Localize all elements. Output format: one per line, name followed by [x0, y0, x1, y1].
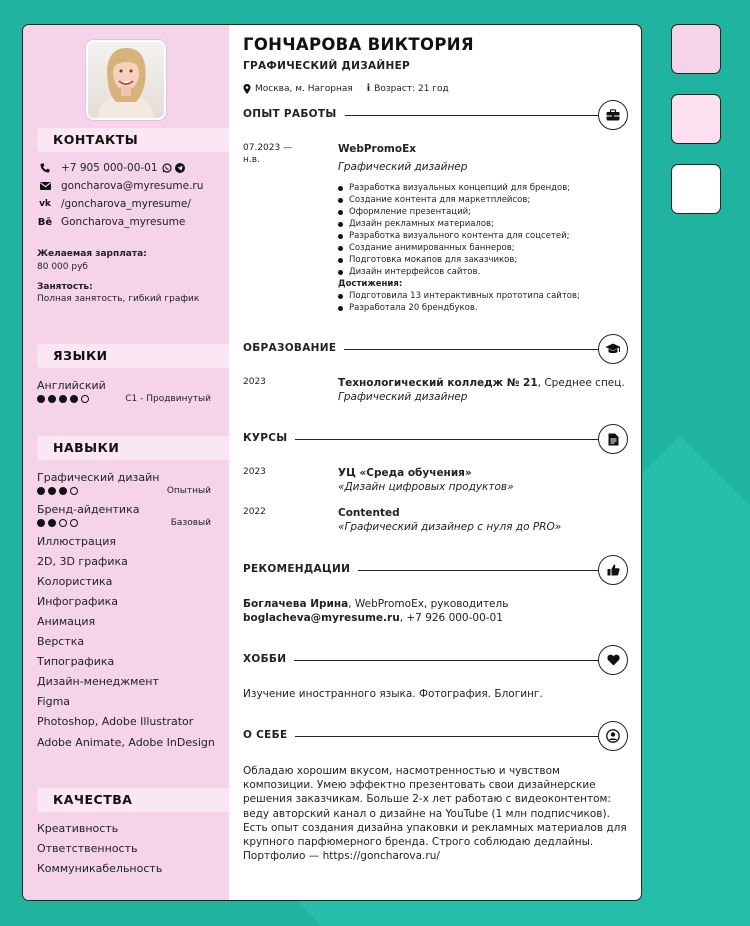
resume-sheet: [22, 24, 642, 901]
level-dot: [37, 487, 45, 495]
skill-item: Колористика: [37, 575, 113, 588]
level-dot: [81, 395, 89, 403]
level-dot: [70, 395, 78, 403]
recommender-phone: , +7 926 000-00-01: [399, 612, 503, 624]
language-name: Английский: [37, 379, 106, 392]
duty-item: Оформление презентаций;: [338, 207, 471, 217]
phone-icon: [37, 163, 53, 173]
email-row: [37, 178, 203, 194]
salary-label: Желаемая зарплата:: [37, 249, 147, 259]
course-2-name: «Графический дизайнер с нуля до PRO»: [338, 521, 562, 533]
thumbs-up-icon: [598, 555, 628, 585]
phone-row: [37, 160, 185, 176]
exp-company: WebPromoEx: [338, 143, 417, 155]
edu-school: Технологический колледж № 21: [338, 377, 538, 389]
recommender-info: , WebPromoEx, руководитель: [348, 598, 509, 610]
skill-item: Photoshop, Adobe Illustrator: [37, 715, 194, 728]
main-content: [243, 25, 629, 900]
color-swatch-pink[interactable]: [671, 24, 721, 74]
level-dot: [59, 395, 67, 403]
skill-item: Дизайн-менеджмент: [37, 675, 159, 688]
skill-item: Adobe Animate, Adobe InDesign: [37, 736, 215, 749]
language-level-text: C1 - Продвинутый: [125, 394, 211, 404]
level-dot: [48, 487, 56, 495]
recommender-email[interactable]: boglacheva@myresume.ru: [243, 612, 400, 624]
contacts-heading: КОНТАКТЫ: [37, 128, 229, 152]
education-heading: ОБРАЗОВАНИЕ: [243, 342, 344, 354]
skill-2-level-dots: [37, 518, 78, 530]
duty-item: Разработка визуального контента для соцсетей;: [338, 231, 570, 241]
level-dot: [70, 519, 78, 527]
duty-item: Дизайн интерфейсов сайтов.: [338, 267, 480, 277]
hobby-text: Изучение иностранного языка. Фотография. Блогинг.: [243, 688, 543, 700]
edu-level: , Среднее спец.: [537, 377, 625, 389]
full-name: ГОНЧАРОВА ВИКТОРИЯ: [243, 35, 474, 54]
phone-text[interactable]: +7 905 000-00-01: [61, 162, 158, 174]
achievement-item: Разработала 20 брендбуков.: [338, 303, 478, 313]
duty-item: Подготовка мокапов для заказчиков;: [338, 255, 517, 265]
exp-date-from: 07.2023 —: [243, 143, 293, 153]
skill-item: 2D, 3D графика: [37, 555, 128, 568]
level-dot: [37, 519, 45, 527]
level-dot: [59, 487, 67, 495]
meta-info: [243, 83, 453, 94]
course-2-org: Contented: [338, 507, 400, 519]
employment-value: Полная занятость, гибкий график: [37, 294, 200, 304]
course-2-year: 2022: [243, 507, 266, 517]
achievement-item: Подготовила 13 интерактивных прототипа сайтов;: [338, 291, 580, 301]
exp-position: Графический дизайнер: [338, 161, 468, 173]
skill-graphic-design: Графический дизайн: [37, 471, 160, 484]
email-icon: [37, 182, 53, 190]
info-icon: i: [366, 83, 371, 94]
employment-label: Занятость:: [37, 282, 93, 292]
recommender-line: [243, 598, 508, 610]
behance-icon: Bē: [37, 216, 53, 228]
briefcase-icon: [598, 100, 628, 130]
skill-item: Верстка: [37, 635, 85, 648]
about-heading: О СЕБЕ: [243, 729, 295, 741]
languages-heading: ЯЗЫКИ: [37, 344, 229, 368]
language-level-dots: [37, 394, 89, 406]
quality-item: Креативность: [37, 822, 119, 835]
job-title: ГРАФИЧЕСКИЙ ДИЗАЙНЕР: [243, 60, 411, 72]
edu-specialty: Графический дизайнер: [338, 391, 468, 403]
courses-heading: КУРСЫ: [243, 432, 295, 444]
skill-item: Иллюстрация: [37, 535, 116, 548]
exp-date-to: н.в.: [243, 155, 260, 165]
recommender-name: Боглачева Ирина: [243, 598, 349, 610]
skill-item: Типографика: [37, 655, 115, 668]
vk-icon: vk: [39, 199, 51, 209]
edu-year: 2023: [243, 377, 266, 387]
sidebar: [23, 25, 229, 900]
vk-row: [37, 196, 191, 212]
skill-item: Анимация: [37, 615, 96, 628]
behance-row: [37, 214, 185, 230]
achievements-label: Достижения:: [338, 279, 403, 289]
user-circle-icon: [598, 721, 628, 751]
level-dot: [48, 519, 56, 527]
whatsapp-icon[interactable]: [162, 163, 172, 173]
color-swatch-white[interactable]: [671, 164, 721, 214]
skill-1-level-text: Опытный: [166, 486, 211, 496]
level-dot: [37, 395, 45, 403]
skill-item: Инфографика: [37, 595, 118, 608]
edu-school-line: [338, 377, 625, 389]
about-text: Обладаю хорошим вкусом, насмотренностью и чувством композиции. Умею эффектно презентовать свои дизайнерские решения заказчикам. Больше 2-х лет работаю с видеоконтентом: веду авторский канал о дизайне на YouTube (1 млн подписчиков). Есть опыт создания дизайна упаковки и рекламных материалов для крупного парфюмерного бренда. Строго соблюдаю дедлайны. Портфолио — https://goncharova.ru/: [243, 765, 627, 863]
duty-item: Создание анимированных баннеров;: [338, 243, 515, 253]
duty-item: Дизайн рекламных материалов;: [338, 219, 494, 229]
document-icon: [598, 424, 628, 454]
email-text[interactable]: goncharova@myresume.ru: [61, 180, 204, 192]
age-text: Возраст: 21 год: [374, 83, 449, 94]
qualities-heading: КАЧЕСТВА: [37, 788, 229, 812]
location-icon: [243, 84, 251, 94]
experience-heading: ОПЫТ РАБОТЫ: [243, 108, 345, 120]
skill-1-level-dots: [37, 486, 78, 498]
quality-item: Коммуникабельность: [37, 862, 163, 875]
salary-value: 80 000 руб: [37, 262, 88, 272]
vk-text[interactable]: /goncharova_myresume/: [61, 198, 191, 210]
recommender-contacts: [243, 612, 503, 624]
course-1-org: УЦ «Среда обучения»: [338, 467, 472, 479]
skill-item: Figma: [37, 695, 71, 708]
quality-item: Ответственность: [37, 842, 138, 855]
duty-item: Разработка визуальных концепций для брендов;: [338, 183, 570, 193]
telegram-icon[interactable]: [175, 163, 185, 173]
course-1-name: «Дизайн цифровых продуктов»: [338, 481, 514, 493]
color-swatch-light-pink[interactable]: [671, 94, 721, 144]
hobby-heading: ХОББИ: [243, 653, 294, 665]
skills-heading: НАВЫКИ: [37, 436, 229, 460]
divider: [243, 736, 599, 737]
behance-text[interactable]: Goncharova_myresume: [61, 216, 186, 228]
recommendations-heading: РЕКОМЕНДАЦИИ: [243, 563, 358, 575]
heart-icon: [598, 645, 628, 675]
skill-brand-identity: Бренд-айдентика: [37, 503, 140, 516]
level-dot: [59, 519, 67, 527]
duty-item: Создание контента для маркетплейсов;: [338, 195, 530, 205]
location-text: Москва, м. Нагорная: [255, 83, 353, 94]
graduation-cap-icon: [598, 334, 628, 364]
skill-2-level-text: Базовый: [170, 518, 211, 528]
divider: [243, 660, 599, 661]
divider: [243, 439, 599, 440]
profile-photo: [86, 40, 166, 120]
level-dot: [48, 395, 56, 403]
course-1-year: 2023: [243, 467, 266, 477]
level-dot: [70, 487, 78, 495]
